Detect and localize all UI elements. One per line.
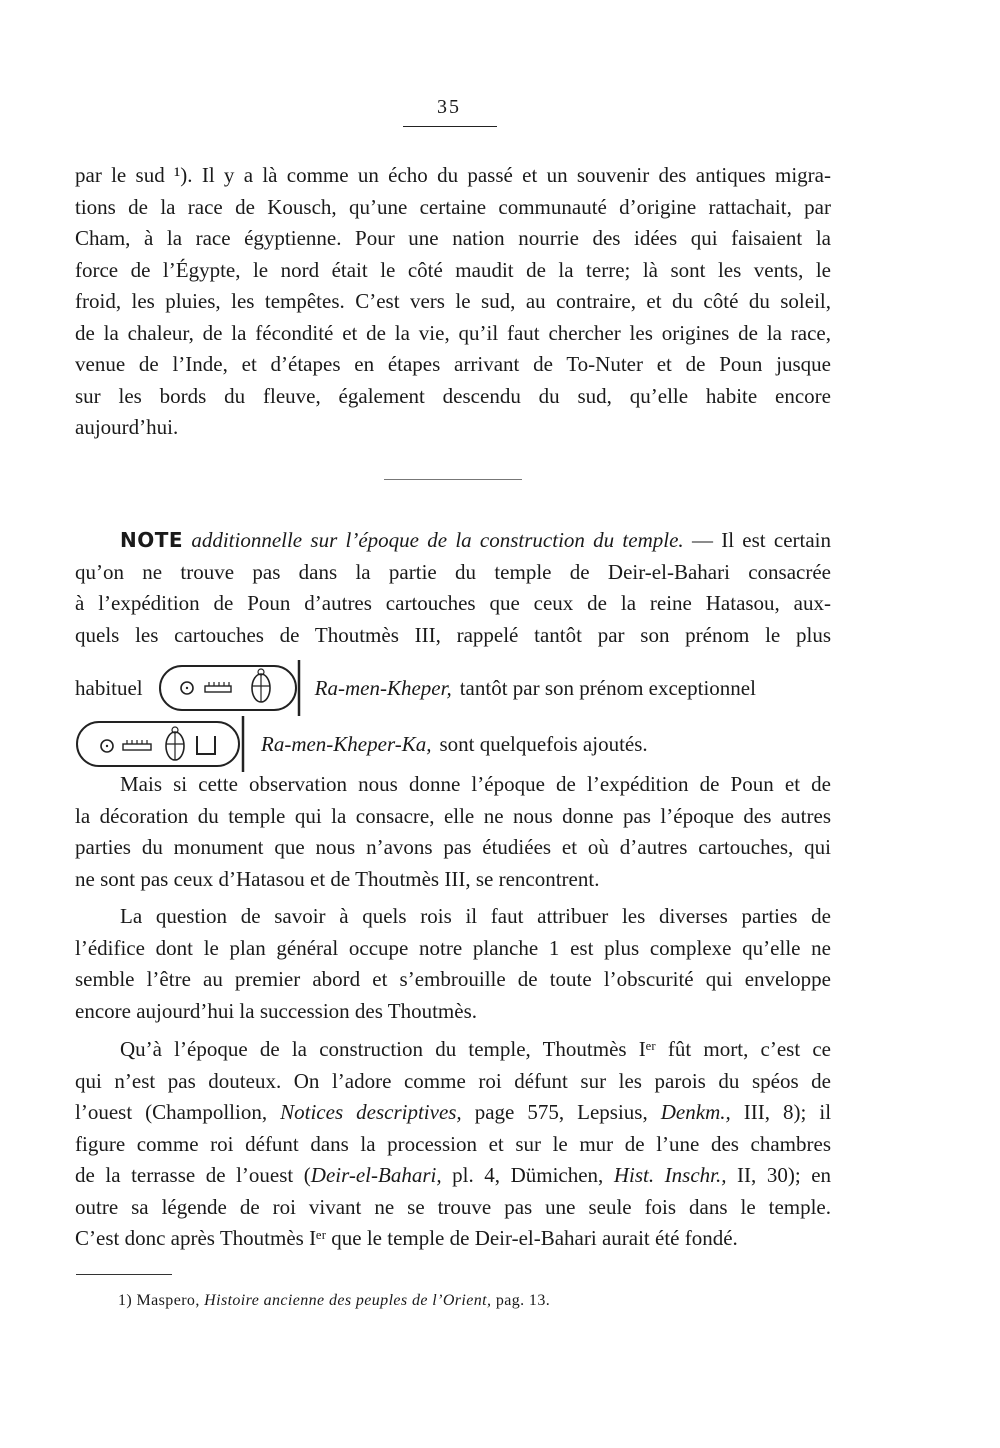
- text-line: semble l’être au premier abord et s’embrouille de toute l’obscurité qui enveloppe: [75, 967, 831, 991]
- text-line: de la chaleur, de la fécondité et de la vie, qu’il faut chercher les origines de la race,: [75, 320, 831, 345]
- text-line: tions de la race de Kousch, qu’une certaine communauté d’origine rattachait, par: [75, 194, 831, 219]
- text-segment: pag. 13.: [495, 1292, 551, 1309]
- text-line: ne sont pas ceux d’Hatasou et de Thoutmès III, se rencontrent.: [75, 866, 600, 891]
- text-line: quels les cartouches de Thoutmès III, rappelé tantôt par son prénom le plus: [75, 622, 831, 647]
- text-line: à l’expédition de Poun d’autres cartouches que ceux de la reine Hatasou, aux-: [75, 591, 831, 615]
- text-line: froid, les pluies, les tempêtes. C’est vers le sud, au contraire, et du côté du soleil,: [75, 289, 831, 313]
- text-line: [75, 1160, 831, 1192]
- citation-title: Notices descriptives,: [280, 1100, 462, 1124]
- text-line: Qu’à l’époque de la construction du temple, Thoutmès Iᵉʳ fût mort, c’est ce: [120, 1037, 831, 1061]
- text-line: l’édifice dont le plan général occupe notre planche 1 est plus complexe qu’elle ne: [75, 935, 831, 960]
- citation-title: Hist. Inschr.,: [613, 1163, 727, 1187]
- text-line: encore aujourd’hui la succession des Thoutmès.: [75, 998, 478, 1023]
- text-segment: — Il est certain: [691, 528, 832, 552]
- text-line: venue de l’Inde, et d’étapes en étapes arrivant de To-Nuter et de Poun jusque: [75, 352, 831, 376]
- section-separator: [384, 479, 522, 480]
- text-line: Mais si cette observation nous donne l’époque de l’expédition de Poun et de: [120, 772, 831, 796]
- citation-title: Histoire ancienne des peuples de l’Orient,: [204, 1292, 492, 1309]
- text-line: la décoration du temple qui la consacre, elle ne nous donne pas l’époque des autres: [75, 803, 831, 828]
- text-line: parties du monument que nous n’avons pas étudiées et où d’autres cartouches, qui: [75, 835, 831, 859]
- text-segment: tantôt par son prénom exceptionnel: [459, 675, 756, 700]
- cartouche-ra-men-kheper-ka-icon: [75, 712, 251, 776]
- paragraph-4: [75, 1034, 831, 1255]
- paragraph-1: [75, 160, 831, 444]
- text-line: C’est donc après Thoutmès Iᵉʳ que le temple de Deir-el-Bahari aurait été fondé.: [75, 1226, 738, 1250]
- note-paragraph: [75, 525, 831, 651]
- text-line: [75, 1097, 831, 1129]
- cartouche-name-2: Ra-men-Kheper-Ka,: [261, 731, 432, 756]
- text-segment: pl. 4, Dümichen,: [452, 1163, 604, 1187]
- page-number-rule: [403, 126, 497, 127]
- cartouche-name-1: Ra-men-Kheper,: [314, 675, 452, 700]
- text-line: force de l’Égypte, le nord était le côté maudit de la terre; là sont les vents, le: [75, 257, 831, 282]
- citation-title: Deir-el-Bahari,: [310, 1163, 442, 1187]
- text-segment: sont quelquefois ajoutés.: [439, 731, 648, 756]
- citation-title: Denkm.,: [660, 1100, 731, 1124]
- text-segment: II, 30); en: [737, 1163, 832, 1187]
- paragraph-2: [75, 769, 831, 895]
- text-line: qui n’est pas douteux. On l’adore comme roi défunt sur les parois du spéos de: [75, 1068, 831, 1093]
- cartouche-line-2: [75, 712, 648, 776]
- text-line: qu’on ne trouve pas dans la partie du temple de Deir-el-Bahari consacrée: [75, 559, 831, 584]
- text-line: La question de savoir à quels rois il faut attribuer les diverses parties de: [120, 904, 831, 928]
- text-line: par le sud ¹). Il y a là comme un écho du passé et un souvenir des antiques migra-: [75, 163, 831, 187]
- text-line: Cham, à la race égyptienne. Pour une nation nourrie des idées qui faisaient la: [75, 226, 831, 250]
- paragraph-3: [75, 901, 831, 1027]
- text-segment: Maspero,: [136, 1292, 200, 1309]
- text-line: figure comme roi défunt dans la procession et sur le mur de l’une des chambres: [75, 1131, 831, 1156]
- footnote-rule: [76, 1274, 172, 1275]
- cartouche-ra-men-kheper-icon: [157, 656, 307, 720]
- text-line: [75, 525, 831, 557]
- text-segment: l’ouest (Champollion,: [75, 1100, 268, 1124]
- text-segment: de la terrasse de l’ouest (: [75, 1163, 311, 1187]
- text-segment: habituel: [75, 675, 143, 700]
- text-segment: III, 8); il: [743, 1100, 832, 1124]
- text-line: aujourd’hui.: [75, 415, 179, 439]
- footnote: [118, 1292, 550, 1310]
- note-title: additionnelle sur l’époque de la construction du temple.: [191, 528, 684, 552]
- cartouche-line-1: [75, 656, 831, 720]
- page-number: 35: [437, 96, 461, 118]
- note-heading: NOTE: [120, 528, 184, 552]
- text-line: outre sa légende de roi vivant ne se trouve pas une seule fois dans le temple.: [75, 1194, 831, 1219]
- text-segment: page 575, Lepsius,: [474, 1100, 648, 1124]
- text-line: sur les bords du fleuve, également descendu du sud, qu’elle habite encore: [75, 383, 831, 408]
- footnote-number: 1): [118, 1292, 133, 1309]
